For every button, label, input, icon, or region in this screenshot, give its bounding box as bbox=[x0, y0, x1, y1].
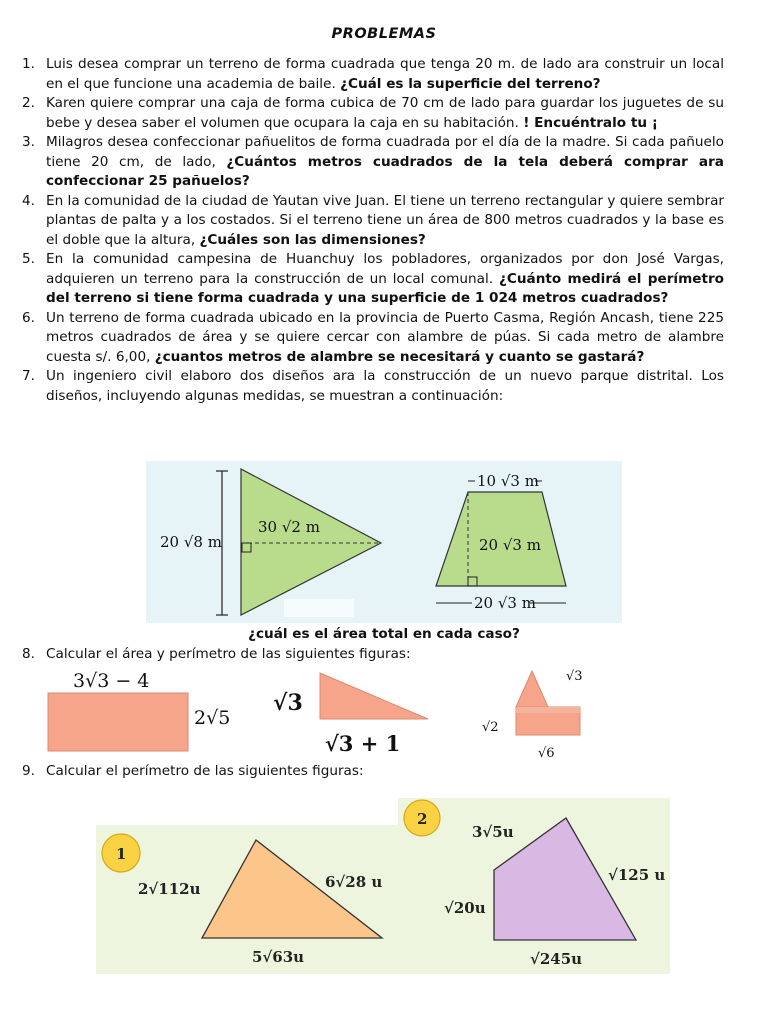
badge-2-label: 2 bbox=[417, 810, 428, 828]
problem-text: Un terreno de forma cuadrada ubicado en la provincia de Puerto Casma, Región Ancash, tiene 225 metros cuadrados de área y se quiere cercar con alambre de púas. Si cada metro de alambre cuesta s/. 6,00, bbox=[46, 309, 724, 365]
problem-text: Luis desea comprar un terreno de forma cuadrada que tenga 20 m. de lado ara construir un local en el que funcione una academia de baile. bbox=[46, 56, 724, 92]
problem-2: 2. Karen quiere comprar una caja de forma cubica de 70 cm de lado para guardar los juguetes de su bebe y desea saber el volumen que ocupara la caja en su habitación. ! Encuéntralo tu ¡ bbox=[22, 95, 724, 131]
quadrilateral-2-right-label: √125 u bbox=[608, 866, 666, 884]
problem-question: ! Encuéntralo tu ¡ bbox=[523, 114, 658, 131]
problem-9: 9. Calcular el perímetro de las siguientes figuras: bbox=[22, 763, 364, 779]
house-roof-shape bbox=[516, 671, 548, 707]
faded-patch bbox=[284, 599, 354, 617]
problem-list bbox=[22, 55, 724, 406]
triangle-height-label: 20 √8 m bbox=[160, 533, 222, 551]
triangle-slant-label: 30 √2 m bbox=[258, 518, 320, 536]
figure-park-designs bbox=[146, 461, 622, 623]
triangle-height-label: √3 bbox=[273, 690, 303, 716]
quadrilateral-2-left-label: √20u bbox=[444, 899, 486, 917]
rectangle-top-label: 3√3 − 4 bbox=[73, 670, 150, 692]
house-roof-label: √3 bbox=[566, 669, 583, 684]
problem-question: ¿cuantos metros de alambre se necesitará y cuanto se gastará? bbox=[154, 348, 645, 365]
triangle-1-base-label: 5√63u bbox=[252, 948, 305, 966]
problem-8: 8. Calcular el área y perímetro de las siguientes figuras: bbox=[22, 646, 411, 662]
problem-text: Karen quiere comprar una caja de forma cubica de 70 cm de lado para guardar los juguetes de su bebe y desea saber el volumen que ocupara la caja en su habitación. bbox=[46, 95, 724, 131]
house-side-label: √2 bbox=[482, 720, 499, 735]
rectangle-side-label: 2√5 bbox=[194, 707, 231, 729]
rectangle-shape bbox=[48, 693, 188, 751]
problem-1: 1. Luis desea comprar un terreno de forma cuadrada que tenga 20 m. de lado ara construir un local en el que funcione una academia de baile. ¿Cuál es la superficie del terreno? bbox=[22, 56, 724, 92]
house-base-label: √6 bbox=[538, 746, 555, 761]
problem-question: ¿Cuál es la superficie del terreno? bbox=[340, 75, 601, 92]
problem-6: 6. Un terreno de forma cuadrada ubicado en la provincia de Puerto Casma, Región Ancash, tiene 225 metros cuadrados de área y se quiere cercar con alambre de púas. Si cada metro de alambre cuesta s/. 6,00, ¿cuantos metros de alambre se necesitará y cuanto se gastará? bbox=[22, 309, 724, 365]
triangle-1-left-label: 2√112u bbox=[138, 880, 201, 898]
problem-4: 4. En la comunidad de la ciudad de Yautan vive Juan. El tiene un terreno rectangular y quiere sembrar plantas de palta y a los costados. Si el terreno tiene un área de 800 metros cuadrados y la base es el doble que la altura, ¿Cuáles son las dimensiones? bbox=[22, 192, 724, 248]
problem-text: En la comunidad campesina de Huanchuy los pobladores, organizados por don José Vargas, adquieren un terreno para la construcción de un local comunal. bbox=[46, 251, 724, 287]
problem-text: Un ingeniero civil elaboro dos diseños ara la construcción de un nuevo parque distrital. Los diseños, incluyendo algunas medidas, se muestran a continuación: bbox=[46, 368, 724, 404]
problem-question: ¿Cuánto medirá el perímetro del terreno si tiene forma cuadrada y una superficie de 1 024 metros cuadrados? bbox=[46, 270, 724, 306]
trapezoid-height-label: 20 √3 m bbox=[479, 536, 541, 554]
quadrilateral-2-base-label: √245u bbox=[530, 950, 583, 968]
problem-7: 7. Un ingeniero civil elaboro dos diseños ara la construcción de un nuevo parque distrital. Los diseños, incluyendo algunas medidas, se muestran a continuación: bbox=[22, 368, 724, 404]
problem-3: 3. Milagros desea confeccionar pañuelitos de forma cuadrada por el día de la madre. Si cada pañuelo tiene 20 cm, de lado, ¿Cuántos metros cuadrados de la tela deberá comprar ara confeccionar 25 pañuelos? bbox=[22, 134, 724, 189]
problem-text: Calcular el área y perímetro de las siguientes figuras: bbox=[46, 646, 411, 662]
problem-text: En la comunidad de la ciudad de Yautan vive Juan. El tiene un terreno rectangular y quiere sembrar plantas de palta y a los costados. Si el terreno tiene un área de 800 metros cuadrados y la base es el doble que la altura, bbox=[46, 192, 724, 248]
problem-text: Milagros desea confeccionar pañuelitos de forma cuadrada por el día de la madre. Si cada pañuelo tiene 20 cm, de lado, bbox=[46, 134, 724, 170]
badge-1-label: 1 bbox=[116, 845, 127, 863]
triangle-1-right-label: 6√28 u bbox=[325, 873, 383, 891]
triangle-base-label: √3 + 1 bbox=[325, 731, 401, 756]
trapezoid-top-label: 10 √3 m bbox=[477, 472, 539, 490]
problem-question: ¿Cuántos metros cuadrados de la tela deberá comprar ara confeccionar 25 pañuelos? bbox=[46, 153, 724, 189]
house-body-front bbox=[516, 707, 580, 713]
problem-5: 5. En la comunidad campesina de Huanchuy los pobladores, organizados por don José Vargas, adquieren un terreno para la construcción de un local comunal. ¿Cuánto medirá el perímetro del terreno si tiene forma cuadrada y una superficie de 1 024 metros cuadrados? bbox=[22, 251, 724, 306]
figures-perimeter bbox=[96, 798, 672, 974]
quadrilateral-2-top-label: 3√5u bbox=[472, 823, 514, 841]
trapezoid-bottom-label: 20 √3 m bbox=[474, 594, 536, 612]
problem-text: Calcular el perímetro de las siguientes figuras: bbox=[46, 763, 364, 779]
right-triangle-shape bbox=[320, 673, 428, 719]
figure-caption: ¿cuál es el área total en cada caso? bbox=[248, 626, 520, 642]
figures-area-perimeter bbox=[40, 665, 600, 763]
problem-question: ¿Cuáles son las dimensiones? bbox=[199, 231, 426, 248]
page-title: PROBLEMAS bbox=[331, 26, 437, 42]
